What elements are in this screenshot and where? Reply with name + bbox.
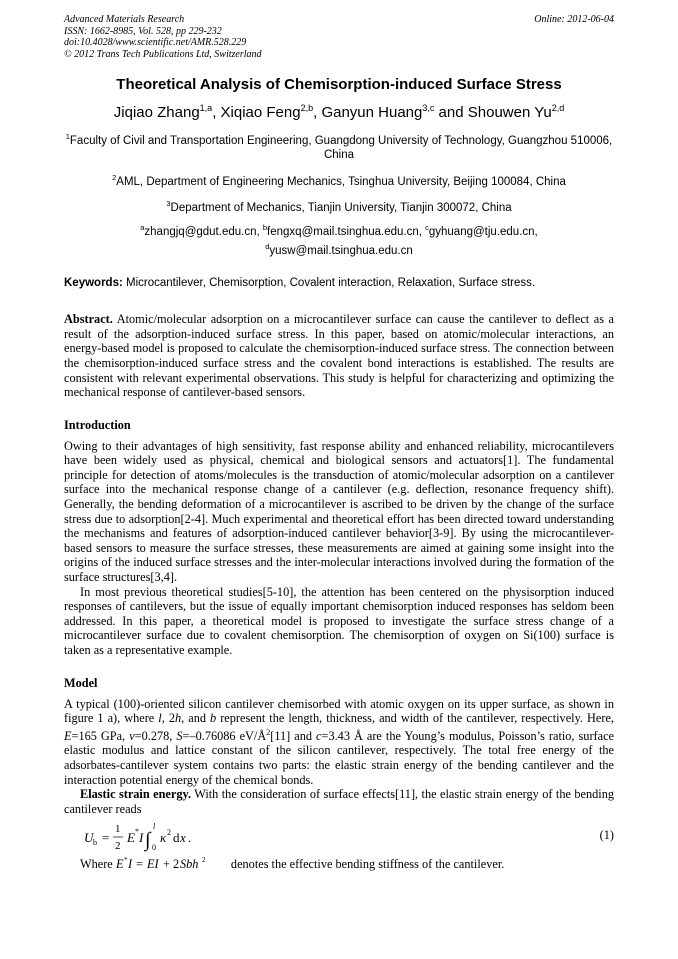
svg-text:=: = bbox=[135, 857, 143, 872]
svg-text:*: * bbox=[123, 856, 128, 865]
introduction-paragraph-2: In most previous theoretical studies[5-10], the attention has been centered on the physisorption induced responses of cantilevers, but the issue of equally important chemisorption induced responses has seldom been addressed. In this paper, a theoretical model is proposed to investigate the surface stress change of a microcantilever surface due to covalent chemisorption. The chemisorption of oxygen on Si(100) surface is taken as a representative example. bbox=[64, 584, 614, 658]
email-sup: d bbox=[265, 241, 270, 251]
svg-text:2: 2 bbox=[172, 857, 179, 872]
svg-text:1: 1 bbox=[115, 823, 121, 836]
svg-text:U: U bbox=[84, 830, 94, 846]
svg-text:2: 2 bbox=[115, 840, 121, 853]
abstract-label: Abstract. bbox=[64, 312, 113, 327]
email-link[interactable]: zhangjq@gdut.edu.cn bbox=[144, 226, 257, 239]
svg-text:=: = bbox=[102, 830, 110, 846]
svg-text:κ: κ bbox=[160, 830, 167, 846]
svg-text:d: d bbox=[173, 830, 180, 846]
email-link[interactable]: yusw@mail.tsinghua.edu.cn bbox=[269, 244, 413, 257]
email-sup: b bbox=[262, 223, 268, 233]
journal-header bbox=[64, 14, 614, 60]
svg-text:2: 2 bbox=[167, 828, 171, 838]
email-sup: a bbox=[140, 223, 145, 233]
affiliation-2 bbox=[64, 171, 614, 189]
keywords bbox=[64, 276, 614, 290]
author-name: Shouwen Yu bbox=[467, 104, 552, 121]
email-link[interactable]: fengxq@mail.tsinghua.edu.cn bbox=[267, 226, 419, 239]
model-paragraph-2: Elastic strain energy. With the consideration of surface effects[11], the elastic strain energy of the bending cantilever reads bbox=[64, 787, 614, 816]
section-heading-model: Model bbox=[64, 675, 98, 690]
abstract bbox=[64, 312, 614, 400]
svg-text:EI: EI bbox=[146, 857, 159, 872]
svg-text:Sbh: Sbh bbox=[179, 857, 199, 872]
svg-text:E: E bbox=[115, 857, 124, 872]
equation-1-formula bbox=[84, 816, 224, 858]
svg-text:I: I bbox=[127, 857, 132, 872]
online-date: Online: 2012-06-04 bbox=[534, 14, 614, 25]
paper-page bbox=[64, 14, 614, 872]
affiliation-text: AML, Department of Engineering Mechanics, Tsinghua University, Beijing 100084, China bbox=[116, 175, 566, 188]
author-name: Jiqiao Zhang bbox=[113, 104, 200, 121]
author-sup: 2,d bbox=[551, 103, 565, 113]
affiliation-sup: 1 bbox=[65, 132, 70, 141]
author-sup: 1,a bbox=[199, 103, 213, 113]
abstract-text: Atomic/molecular adsorption on a microcantilever surface can cause the cantilever to deflect as a result of the adsorption-induced surface stress. In this paper, based on atomic/molecular interactions, an energy-based model is proposed to calculate the chemisorption-induced surface stress. The connection between the chemisorption-induced surface stress and the covalent bond interactions is established. The results are consistent with relevant experimental observations. This study is helpful for characterizing and optimizing the mechanical response of cantilever-based sensors. bbox=[64, 312, 614, 400]
svg-text:*: * bbox=[135, 827, 139, 837]
email-list: $^a$zhangjq@gdut.edu.cn, $^b$fengxq@mail.tsinghua.edu.cn, $^c$gyhuang@tju.edu.cn, $^d$yusw@mail.tsinghua.edu.cn bbox=[140, 223, 538, 257]
svg-text:2: 2 bbox=[201, 856, 206, 865]
keywords-label: Keywords: bbox=[64, 277, 123, 290]
author-sup: 3,c bbox=[422, 103, 435, 113]
equation-1 bbox=[64, 816, 614, 858]
author-sup: 2,b bbox=[300, 103, 314, 113]
affiliation-text: Department of Mechanics, Tianjin University, Tianjin 300072, China bbox=[170, 201, 512, 214]
svg-text:E: E bbox=[127, 830, 135, 846]
keywords-text: Microcantilever, Chemisorption, Covalent interaction, Relaxation, Surface stress. bbox=[126, 277, 536, 290]
journal-name: Advanced Materials Research bbox=[64, 14, 185, 25]
equation-number: (1) bbox=[599, 828, 614, 843]
model-paragraph-1: A typical (100)-oriented silicon cantilever chemisorbed with atomic oxygen on its upper surface, as shown in figure 1 a), where l, 2h, and b represent the length, thickness, and width of the cantilever, respectively. Here, E=165 GPa, ν=0.278, S=–0.76086 $eV/Å^2[11]$ and c=3.43 Å are the Young’s modulus, Poisson’s ratio, surface elastic modulus and lattice constant of the silicon cantilever, respectively. The total free energy of the adsorbates-cantilever system contains two parts: the elastic strain energy of the bending cantilever and the interaction potential energy of the chemical bonds. bbox=[64, 696, 615, 787]
journal-issn: ISSN: 1662-8985, Vol. 528, pp 229-232 bbox=[64, 25, 222, 37]
journal-doi: doi:10.4028/www.scientific.net/AMR.528.229 bbox=[64, 37, 247, 48]
affiliation-sup: 3 bbox=[166, 199, 171, 209]
svg-text:∫: ∫ bbox=[145, 829, 151, 852]
svg-text:l: l bbox=[153, 822, 156, 832]
svg-text:.: . bbox=[188, 830, 192, 846]
svg-text:+: + bbox=[162, 857, 170, 872]
model-paragraph-3: Where E * I = EI + 2 Sbh 2 denotes the effective bending stiffness of the cantilever. bbox=[80, 856, 505, 872]
svg-text:I: I bbox=[139, 830, 144, 846]
svg-text:b: b bbox=[93, 838, 97, 848]
section-heading-introduction: Introduction bbox=[64, 417, 131, 432]
email-link[interactable]: gyhuang@tju.edu.cn bbox=[428, 226, 535, 239]
author-name: Xiqiao Feng bbox=[220, 104, 301, 121]
stiffness-formula bbox=[116, 856, 228, 872]
journal-copyright: © 2012 Trans Tech Publications Ltd, Switzerland bbox=[64, 48, 262, 60]
affiliation-1 bbox=[64, 130, 614, 163]
paper-title: Theoretical Analysis of Chemisorption-induced Surface Stress bbox=[116, 76, 562, 93]
svg-text:0: 0 bbox=[152, 843, 156, 853]
author-name: Ganyun Huang bbox=[321, 104, 423, 121]
introduction-paragraph-1: Owing to their advantages of high sensitivity, fast response ability and enhanced reliability, microcantilevers have been widely used as physical, chemical and biological sensors and actuators[1]. The fundamental principle for detection of atoms/molecules is the transduction of atomic/molecular adsorption on a cantilever surface into the mechanical response change of a cantilever (e.g. deflection, resonance frequency shift). Generally, the bending deformation of a microcantilever is ascribed to be driven by the change of the surface stress due to adsorption[2-4]. Much experimental and theoretical effort has been directed toward understanding the mechanisms and features of adsorption-induced cantilever behavior[3-9]. By using the microcantilever-based sensors to measure the surface stresses, these measurements are aimed at gaining some insight into the origins of the induced surface stresses and the inter-molecular interactions involved during the formation of the surface structures[3,4]. bbox=[64, 438, 614, 585]
affiliation-sup: 2 bbox=[112, 172, 117, 182]
affiliation-text: Faculty of Civil and Transportation Engineering, Guangdong University of Technology, Guangzhou 510006, China bbox=[69, 134, 613, 162]
email-sup: c bbox=[425, 223, 429, 233]
subsection-label: Elastic strain energy. bbox=[80, 787, 192, 802]
author-list: Jiqiao Zhang$^{1,a}$, Xiqiao Feng$^{2,b}$, Ganyun Huang$^{3,c}$ and Shouwen Yu$^{2,d}$ bbox=[113, 103, 565, 121]
affiliation-3 bbox=[64, 197, 614, 215]
svg-text:x: x bbox=[180, 830, 186, 846]
